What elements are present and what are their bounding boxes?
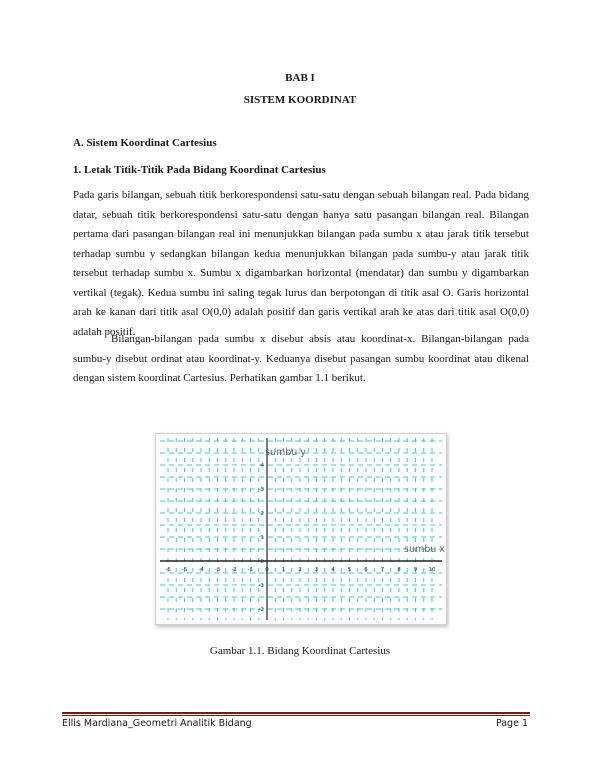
grid-lines [160,438,442,620]
chapter-title: SISTEM KOORDINAT [243,94,357,106]
footer-rule-thick [62,712,530,714]
axes [160,438,442,620]
x-tick-label: -3 [214,567,221,573]
x-tick-label: -2 [231,567,237,573]
x-tick-label: 9 [413,567,418,573]
y-tick-label: 4 [260,463,264,469]
x-tick-label: -6 [165,567,171,573]
paragraph-1: Pada garis bilangan, sebuah titik berkorespondensi satu-satu dengan sebuah bilangan real. Pada bidang datar, sebuah titik berkorespondensi satu-satu dengan hanya satu pasangan bilangan real. Bilangan pertama dari pasangan bilangan real ini menunjukkan bilangan pada sumbu x atau jarak titik tersebut terhadap sumbu y sedangkan bilangan kedua menunjukkan bilangan pada sumbu-y atau jarak titik tersebut terhadap sumbu x. Sumbu x digambarkan horizontal (mendatar) dan sumbu y digambarkan vertikal (tegak). Kedua sumbu ini saling tegak lurus dan berpotongan di titik asal O. Garis horizontal arah ke kanan dari titik asal O(0,0) adalah positif dan garis vertikal arah ke atas dari titik asal O(0,0) adalah positif. [73,189,529,338]
footer-rule-thin [62,715,530,716]
y-tick-label: 2 [260,511,264,517]
y-tick-label: 1 [260,535,264,541]
x-tick-label: -4 [198,567,204,573]
paragraph-2: Bilangan-bilangan pada sumbu x disebut absis atau koordinat-x. Bilangan-bilangan pada sumbu-y disebut ordinat atau koordinat-y. Keduanya disebut pasangan sumbu koordinat atau dikenal dengan sistem koordinat Cartesius. Perhatikan gambar 1.1 berikut. [73,333,529,384]
x-tick-label: 5 [347,567,352,573]
footer-author-title: Ellis Mardiana_Geometri Analitik Bidang [62,718,252,729]
x-tick-label: 10 [428,567,436,573]
subsection-heading: 1. Letak Titik-Titik Pada Bidang Koordinat Cartesius [73,164,326,176]
y-axis-label: sumbu y [265,447,306,458]
y-tick-label: -1 [258,583,264,589]
x-tick-label: 4 [331,567,335,573]
y-tick-label: 0 [260,559,264,565]
x-tick-label: 6 [364,567,368,573]
x-tick-label: -1 [247,567,254,573]
x-tick-label: 7 [380,567,385,573]
section-heading: A. Sistem Koordinat Cartesius [73,137,217,149]
figure-caption: Gambar 1.1. Bidang Koordinat Cartesius [209,645,391,657]
x-tick-label: 3 [314,567,319,573]
x-tick-label: 0 [265,567,269,573]
x-tick-label: -5 [181,567,188,573]
x-tick-label: 8 [397,567,401,573]
chapter-number: BAB I [285,72,315,84]
tick-labels [165,463,436,613]
x-tick-label: 1 [281,567,286,573]
x-axis-label: sumbu x [404,544,445,555]
figure-cartesian-plane [155,433,447,625]
cartesian-plane-graphic [156,434,446,624]
footer-page-number: Page 1 [495,718,528,729]
y-tick-label: 3 [260,487,264,493]
y-tick-label: -2 [258,607,264,613]
x-tick-label: 2 [298,567,302,573]
